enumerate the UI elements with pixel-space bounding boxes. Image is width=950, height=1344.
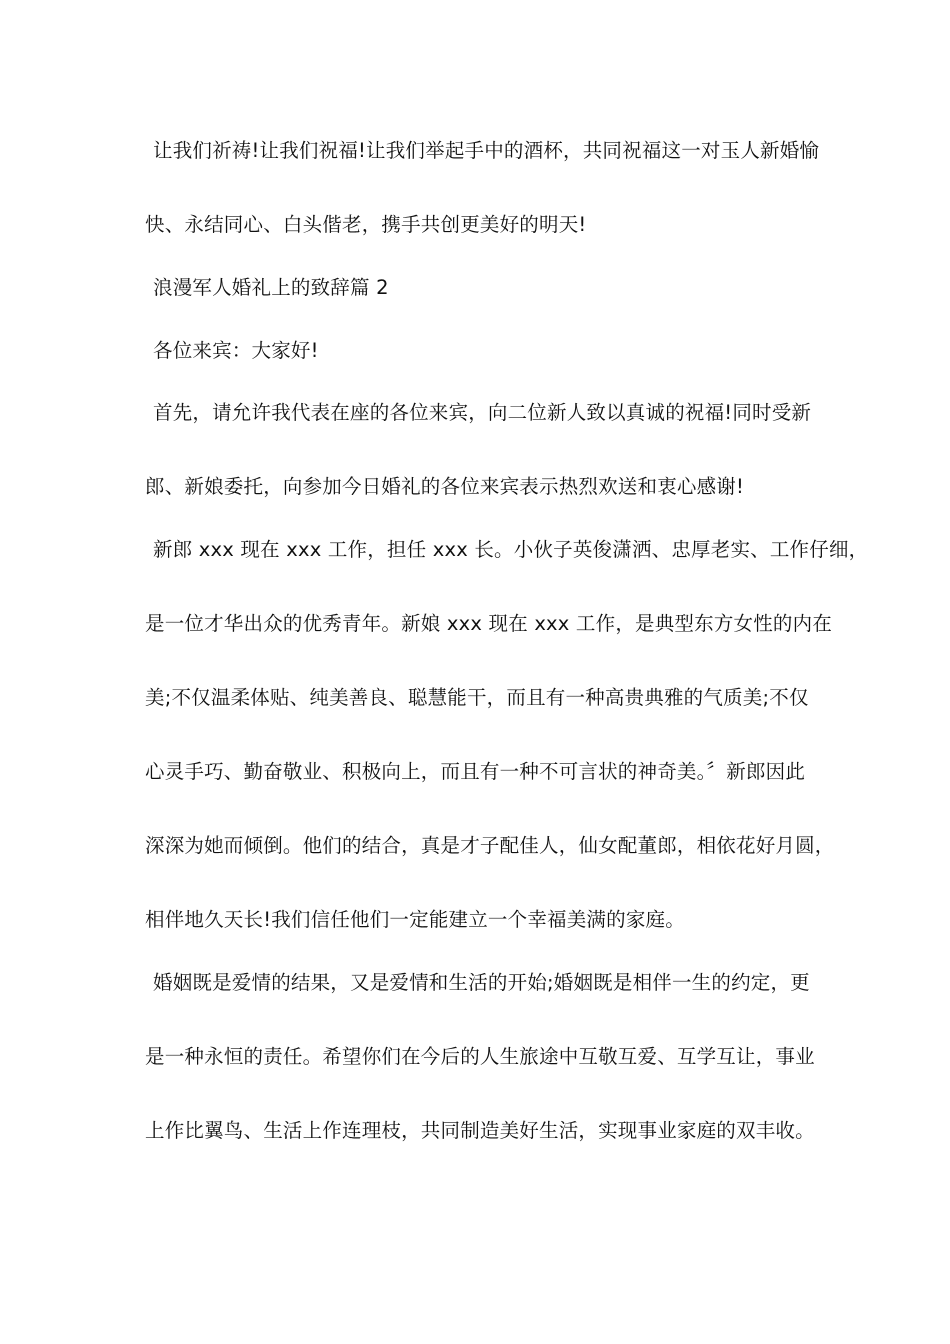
paragraph-line: 婚姻既是爱情的结果，又是爱情和生活的开始;婚姻既是相伴一生的约定，更 xyxy=(153,971,810,994)
paragraph-line: 首先，请允许我代表在座的各位来宾，向二位新人致以真诚的祝福!同时受新 xyxy=(153,401,812,424)
paragraph-line: 美;不仅温柔体贴、纯美善良、聪慧能干，而且有一种高贵典雅的气质美;不仅 xyxy=(145,686,809,709)
paragraph-line: 快、永结同心、白头偕老，携手共创更美好的明天! xyxy=(145,213,587,236)
paragraph-line: 深深为她而倾倒。他们的结合，真是才子配佳人，仙女配董郎，相依花好月圆， xyxy=(145,834,835,857)
paragraph-line: 是一位才华出众的优秀青年。新娘 xxx 现在 xxx 工作，是典型东方女性的内在 xyxy=(145,612,833,635)
paragraph-line: 心灵手巧、勤奋敬业、积极向上，而且有一种不可言状的神奇美。〞新郎因此 xyxy=(145,760,806,783)
paragraph-line: 上作比翼鸟、生活上作连理枝，共同制造美好生活，实现事业家庭的双丰收。 xyxy=(145,1119,815,1142)
section-title: 浪漫军人婚礼上的致辞篇 2 xyxy=(153,276,389,299)
paragraph-line: 相伴地久天长!我们信任他们一定能建立一个幸福美满的家庭。 xyxy=(145,908,685,931)
paragraph-line: 郎、新娘委托，向参加今日婚礼的各位来宾表示热烈欢送和衷心感谢! xyxy=(145,475,745,498)
greeting-line: 各位来宾：大家好! xyxy=(153,339,319,362)
paragraph-line: 新郎 xxx 现在 xxx 工作，担任 xxx 长。小伙子英俊潇洒、忠厚老实、工作仔细， xyxy=(153,538,869,561)
paragraph-line: 是一种永恒的责任。希望你们在今后的人生旅途中互敬互爱、互学互让，事业 xyxy=(145,1045,815,1068)
paragraph-line: 让我们祈祷!让我们祝福!让我们举起手中的酒杯，共同祝福这一对玉人新婚愉 xyxy=(153,139,820,162)
